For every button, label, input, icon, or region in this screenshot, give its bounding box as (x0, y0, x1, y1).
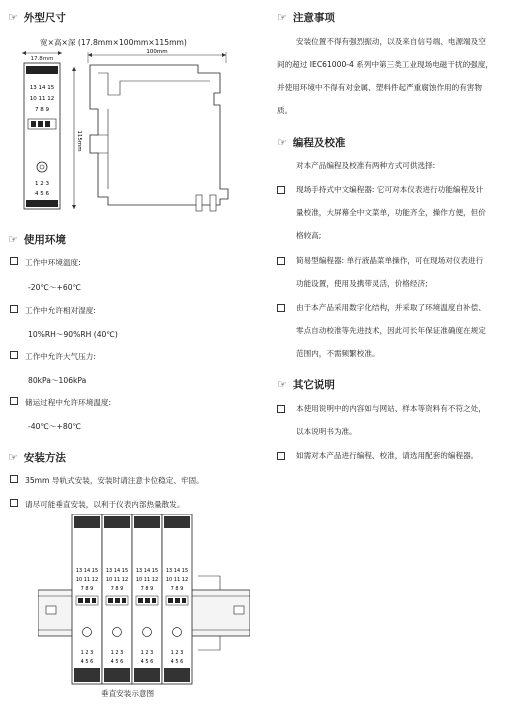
checkbox-square-icon (10, 499, 18, 507)
terminal-row: 7 8 9 (170, 586, 184, 592)
pointing-hand-icon: ☞ (8, 451, 18, 464)
terminal-row: 13 14 15 (165, 568, 189, 574)
section-heading-dimensions (8, 10, 66, 25)
programming-item (277, 178, 523, 247)
heading-text: 其它说明 (292, 379, 335, 391)
width-dimension-label: 17.8mm (30, 56, 54, 62)
checkbox-square-icon (277, 304, 285, 312)
section-heading-installation (8, 450, 66, 465)
notes-paragraph (277, 30, 521, 122)
terminal-row: 13 14 15 (135, 568, 159, 574)
env-item (10, 351, 96, 362)
paragraph-line: 安装位置不得有强烈振动，以及来自信号端、电源端及空 (296, 37, 486, 46)
terminal-row: 10 11 12 (105, 577, 129, 583)
item-line: 功能设置，使用及携带灵活，价格经济; (296, 279, 428, 288)
terminal-row: 4 5 6 (110, 659, 124, 665)
module-front-view-drawing (18, 49, 66, 214)
terminal-row: 7 8 9 (80, 586, 94, 592)
terminal-row: 1 2 3 (110, 650, 124, 656)
terminal-row: 1 2 3 (140, 650, 154, 656)
item-line: 格较高; (296, 231, 322, 240)
programming-item (277, 249, 523, 295)
terminal-row: 4 5 6 (80, 659, 94, 665)
front-terminal-row: 1 2 3 (35, 181, 49, 187)
terminal-row: 7 8 9 (140, 586, 154, 592)
item-line: 由于本产品采用数字化结构，并采取了环境温度自补偿、 (296, 303, 486, 312)
item-line: 如需对本产品进行编程、校准，请选用配套的编程器。 (296, 451, 479, 460)
item-line: 量校准，大屏幕全中文菜单，功能齐全，操作方便，但价 (296, 208, 486, 217)
item-line: 以本说明书为准。 (296, 427, 357, 436)
item-line: 范围内，不需频繁校准。 (296, 349, 380, 358)
env-item (10, 305, 96, 316)
terminal-row: 10 11 12 (75, 577, 99, 583)
programming-item (277, 296, 523, 365)
height-dimension-label: 115mm (76, 130, 82, 152)
checkbox-square-icon (277, 452, 285, 460)
pointing-hand-icon: ☞ (8, 233, 18, 246)
env-label: 储运过程中允许环境温度: (25, 398, 112, 407)
heading-text: 安装方法 (23, 452, 66, 464)
checkbox-square-icon (10, 475, 18, 483)
figure-caption: 垂直安装示意图 (101, 689, 155, 698)
install-text: 35mm 导轨式安装，安装时请注意卡位稳定、牢固。 (25, 476, 204, 485)
terminal-row: 1 2 3 (80, 650, 94, 656)
terminal-row: 4 5 6 (140, 659, 154, 665)
checkbox-square-icon (10, 351, 18, 359)
paragraph-line: 并使用环境中不得有对金属、塑料件起严重腐蚀作用的有害物 (277, 83, 483, 92)
front-terminal-row: 4 5 6 (35, 191, 49, 197)
item-line: 简易型编程器: 单行液晶菜单操作，可在现场对仪表进行 (296, 256, 484, 265)
env-value: -40℃～+80℃ (28, 422, 82, 431)
other-item (277, 444, 523, 467)
terminal-row: 13 14 15 (105, 568, 129, 574)
checkbox-square-icon (10, 257, 18, 265)
checkbox-square-icon (277, 257, 285, 265)
section-heading-other (277, 377, 335, 392)
pointing-hand-icon: ☞ (277, 378, 287, 391)
env-item (10, 397, 111, 408)
terminal-row: 4 5 6 (170, 659, 184, 665)
heading-text: 注意事项 (292, 12, 335, 24)
heading-text: 编程及校准 (292, 137, 346, 149)
terminal-row: 10 11 12 (165, 577, 189, 583)
item-line: 本使用说明中的内容如与网站、样本等资料有不符之处， (296, 404, 486, 413)
install-item (10, 475, 204, 486)
env-value: -20℃～+60℃ (28, 283, 82, 292)
pointing-hand-icon: ☞ (277, 136, 287, 149)
checkbox-square-icon (277, 186, 285, 194)
dimensions-line: 宽×高×深 (17.8mm×100mm×115mm) (40, 38, 187, 47)
checkbox-square-icon (10, 397, 18, 405)
vertical-installation-drawing (38, 514, 250, 686)
install-item (10, 499, 184, 510)
checkbox-square-icon (277, 405, 285, 413)
front-terminal-row: 10 11 12 (29, 96, 55, 102)
item-line: 零点自动校准等先进技术，因此可长年保证准确度在规定 (296, 326, 486, 335)
env-label: 工作中允许大气压力: (25, 352, 96, 361)
env-label: 工作中允许相对湿度: (25, 306, 96, 315)
module-1 (72, 514, 102, 684)
terminal-row: 1 2 3 (170, 650, 184, 656)
terminal-row: 10 11 12 (135, 577, 159, 583)
module-2 (102, 514, 132, 684)
module-3 (132, 514, 162, 684)
section-heading-programming (277, 135, 345, 150)
programming-intro: 对本产品编程及校准有两种方式可供选择: (296, 161, 436, 170)
depth-dimension-label: 100mm (146, 49, 168, 55)
terminal-row: 13 14 15 (75, 568, 99, 574)
env-label: 工作中环境温度: (25, 258, 81, 267)
pointing-hand-icon: ☞ (8, 11, 18, 24)
item-line: 现场手持式中文编程器: 它可对本仪表进行功能编程及计 (296, 185, 484, 194)
front-terminal-row: 13 14 15 (29, 85, 55, 91)
heading-text: 外型尺寸 (23, 12, 66, 24)
front-terminal-row: 7 8 9 (35, 107, 49, 113)
env-value: 80kPa～106kPa (28, 376, 87, 385)
terminal-row: 7 8 9 (110, 586, 124, 592)
env-item (10, 257, 81, 268)
install-text: 请尽可能垂直安装，以利于仪表内部热量散发。 (25, 500, 185, 509)
section-heading-notes (277, 10, 335, 25)
module-4 (162, 514, 192, 684)
checkbox-square-icon (10, 305, 18, 313)
other-item (277, 397, 523, 443)
module-side-view-drawing (68, 49, 244, 217)
pointing-hand-icon: ☞ (277, 11, 287, 24)
env-value: 10%RH～90%RH (40℃) (28, 330, 118, 339)
heading-text: 使用环境 (23, 234, 66, 246)
paragraph-line: 间的超过 IEC61000-4 系列中第三类工业现场电磁干扰的强度， (277, 60, 493, 69)
section-heading-environment (8, 232, 66, 247)
paragraph-line: 质。 (277, 106, 293, 115)
